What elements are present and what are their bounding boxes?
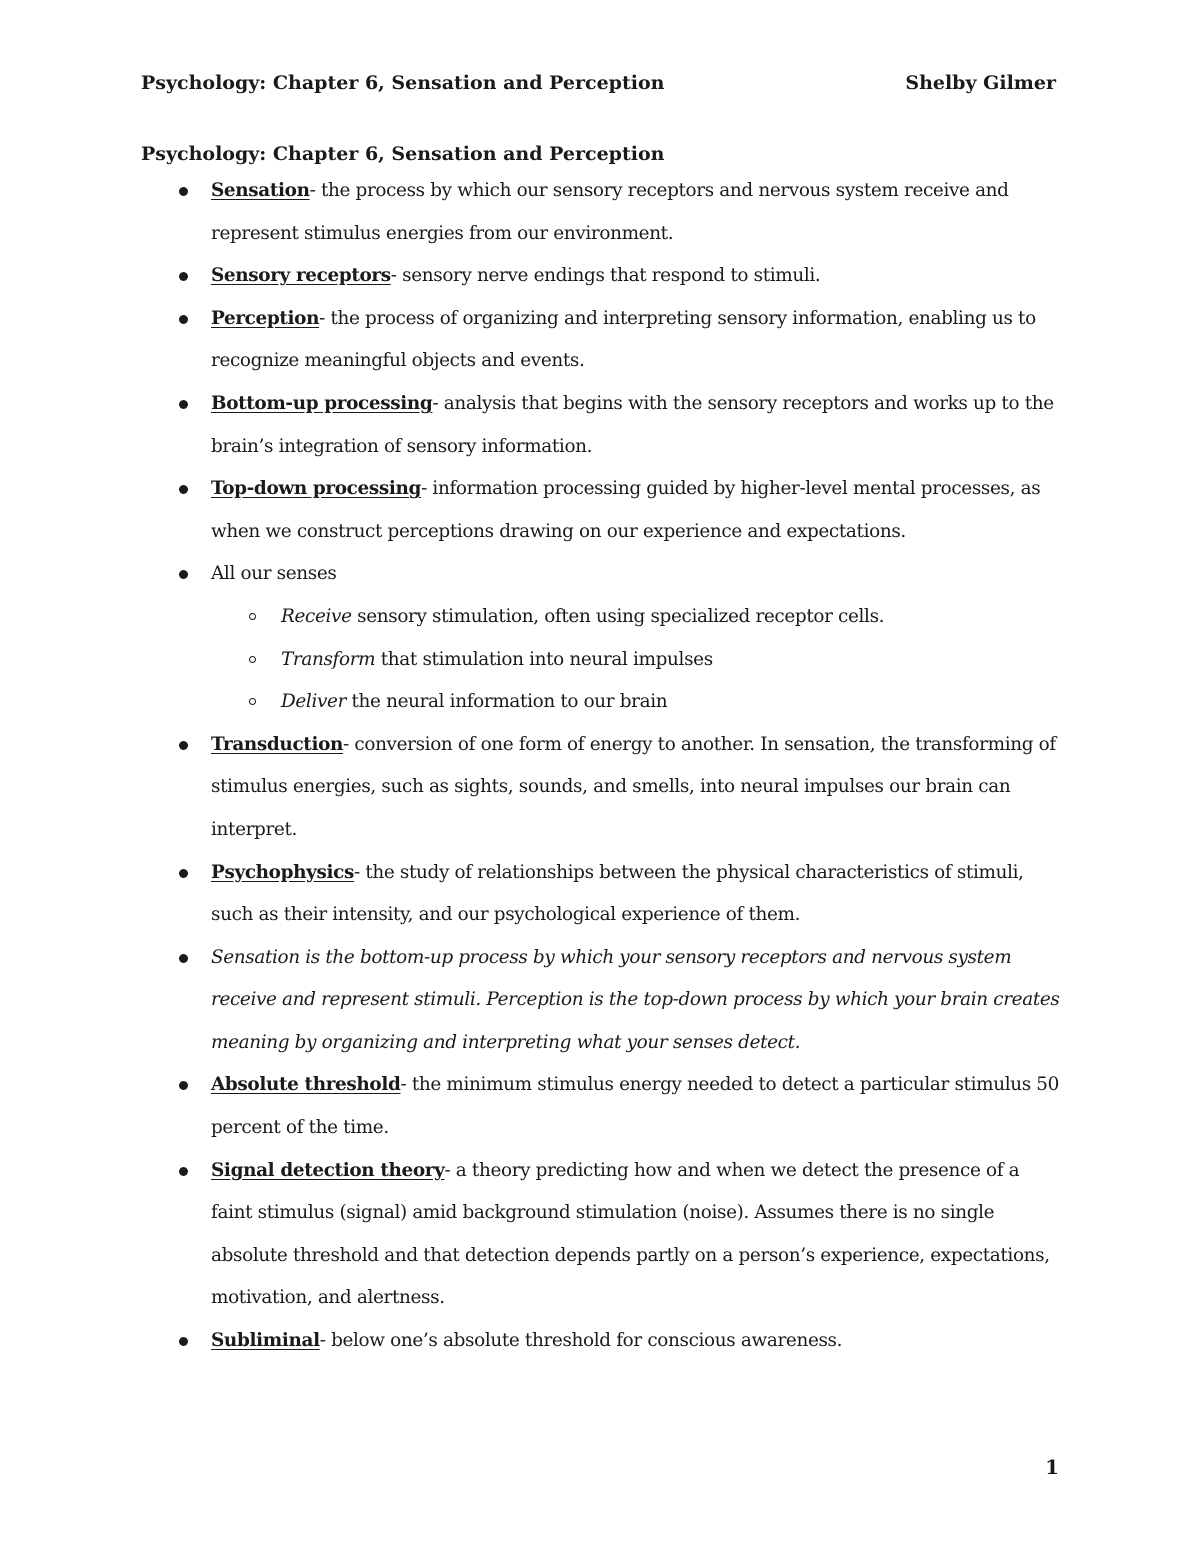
list-item (141, 1150, 1061, 1320)
sublist-verb: Transform (281, 648, 376, 670)
list-item (141, 937, 1061, 1065)
bullet-icon (179, 315, 188, 324)
header-author: Shelby Gilmer (905, 72, 1056, 94)
hollow-bullet-icon (249, 698, 256, 705)
definition: - analysis that begins with the sensory receptors and works up to the brain’s integration of sensory information. (211, 392, 1054, 457)
bullet-icon (179, 570, 188, 579)
hollow-bullet-icon (249, 656, 256, 663)
definition: - information processing guided by higher-level mental processes, as when we construct perceptions drawing on our experience and expectations. (211, 478, 1041, 542)
definition: - sensory nerve endings that respond to stimuli. (390, 265, 821, 287)
definition: - conversion of one form of energy to another. In sensation, the transforming of stimulus energies, such as sights, sounds, and smells, into neural impulses our brain can interpret. (211, 733, 1056, 840)
term: Absolute threshold (211, 1074, 401, 1096)
definition: - the process by which our sensory receptors and nervous system receive and represent stimulus energies from our environment. (211, 180, 1009, 244)
list-item (141, 255, 1061, 298)
term: Signal detection theory (211, 1159, 445, 1181)
list-item (141, 1064, 1061, 1149)
bullet-icon (179, 1337, 188, 1346)
bullet-icon (179, 741, 188, 750)
bullet-icon (179, 485, 188, 494)
list-item (141, 170, 1061, 255)
sublist-verb: Deliver (281, 691, 347, 713)
list-item (141, 852, 1061, 937)
list-item (141, 553, 1061, 723)
senses-sublist (211, 596, 1061, 724)
term: Perception (211, 307, 320, 329)
term: Sensory receptors (211, 265, 391, 287)
bullet-icon (179, 1081, 188, 1090)
sublist-item (211, 681, 1061, 724)
definition: - the study of relationships between the physical characteristics of stimuli, such as their intensity, and our psychological experience of them. (211, 861, 1024, 926)
term: Transduction (211, 733, 344, 755)
list-item (141, 724, 1061, 852)
bullet-icon (179, 400, 188, 409)
list-item (141, 468, 1061, 553)
sublist-text: that stimulation into neural impulses (375, 648, 713, 670)
definition: - below one’s absolute threshold for conscious awareness. (319, 1330, 843, 1352)
term: Subliminal (211, 1330, 320, 1352)
bullet-icon (179, 954, 188, 963)
sublist-text: the neural information to our brain (346, 691, 668, 713)
term: Bottom-up processing (211, 392, 433, 414)
header-title: Psychology: Chapter 6, Sensation and Perception (141, 72, 665, 94)
sublist-item (211, 639, 1061, 682)
hollow-bullet-icon (249, 613, 256, 620)
list-item (141, 1320, 1061, 1363)
bullet-icon (179, 272, 188, 281)
sublist-item (211, 596, 1061, 639)
summary-note: Sensation is the bottom-up process by which your sensory receptors and nervous system receive and represent stimuli. Perception is the top-down process by which your brain creates meaning by organizing and interpreting what your senses detect. (211, 946, 1060, 1053)
bullet-icon (179, 187, 188, 196)
list-item (141, 298, 1061, 383)
term: Sensation (211, 180, 310, 201)
bullet-icon (179, 869, 188, 878)
term: Top-down processing (211, 478, 422, 500)
definition: - the process of organizing and interpreting sensory information, enabling us to recognize meaningful objects and events. (211, 307, 1036, 372)
list-text: All our senses (211, 563, 337, 585)
sublist-text: sensory stimulation, often using specialized receptor cells. (351, 605, 885, 627)
notes-list (141, 170, 1061, 1363)
sublist-verb: Receive (281, 605, 352, 627)
document-title: Psychology: Chapter 6, Sensation and Perception (141, 143, 665, 165)
page-number: 1 (1045, 1455, 1059, 1479)
bullet-icon (179, 1167, 188, 1176)
term: Psychophysics (211, 861, 354, 883)
definition: - the minimum stimulus energy needed to detect a particular stimulus 50 percent of the time. (211, 1074, 1060, 1139)
list-item (141, 383, 1061, 468)
definition: - a theory predicting how and when we detect the presence of a faint stimulus (signal) amid background stimulation (noise). Assumes there is no single absolute threshold and that detection depends partly on a person’s experience, expectations, motivation, and alertness. (211, 1159, 1050, 1309)
page-header (141, 72, 1056, 94)
